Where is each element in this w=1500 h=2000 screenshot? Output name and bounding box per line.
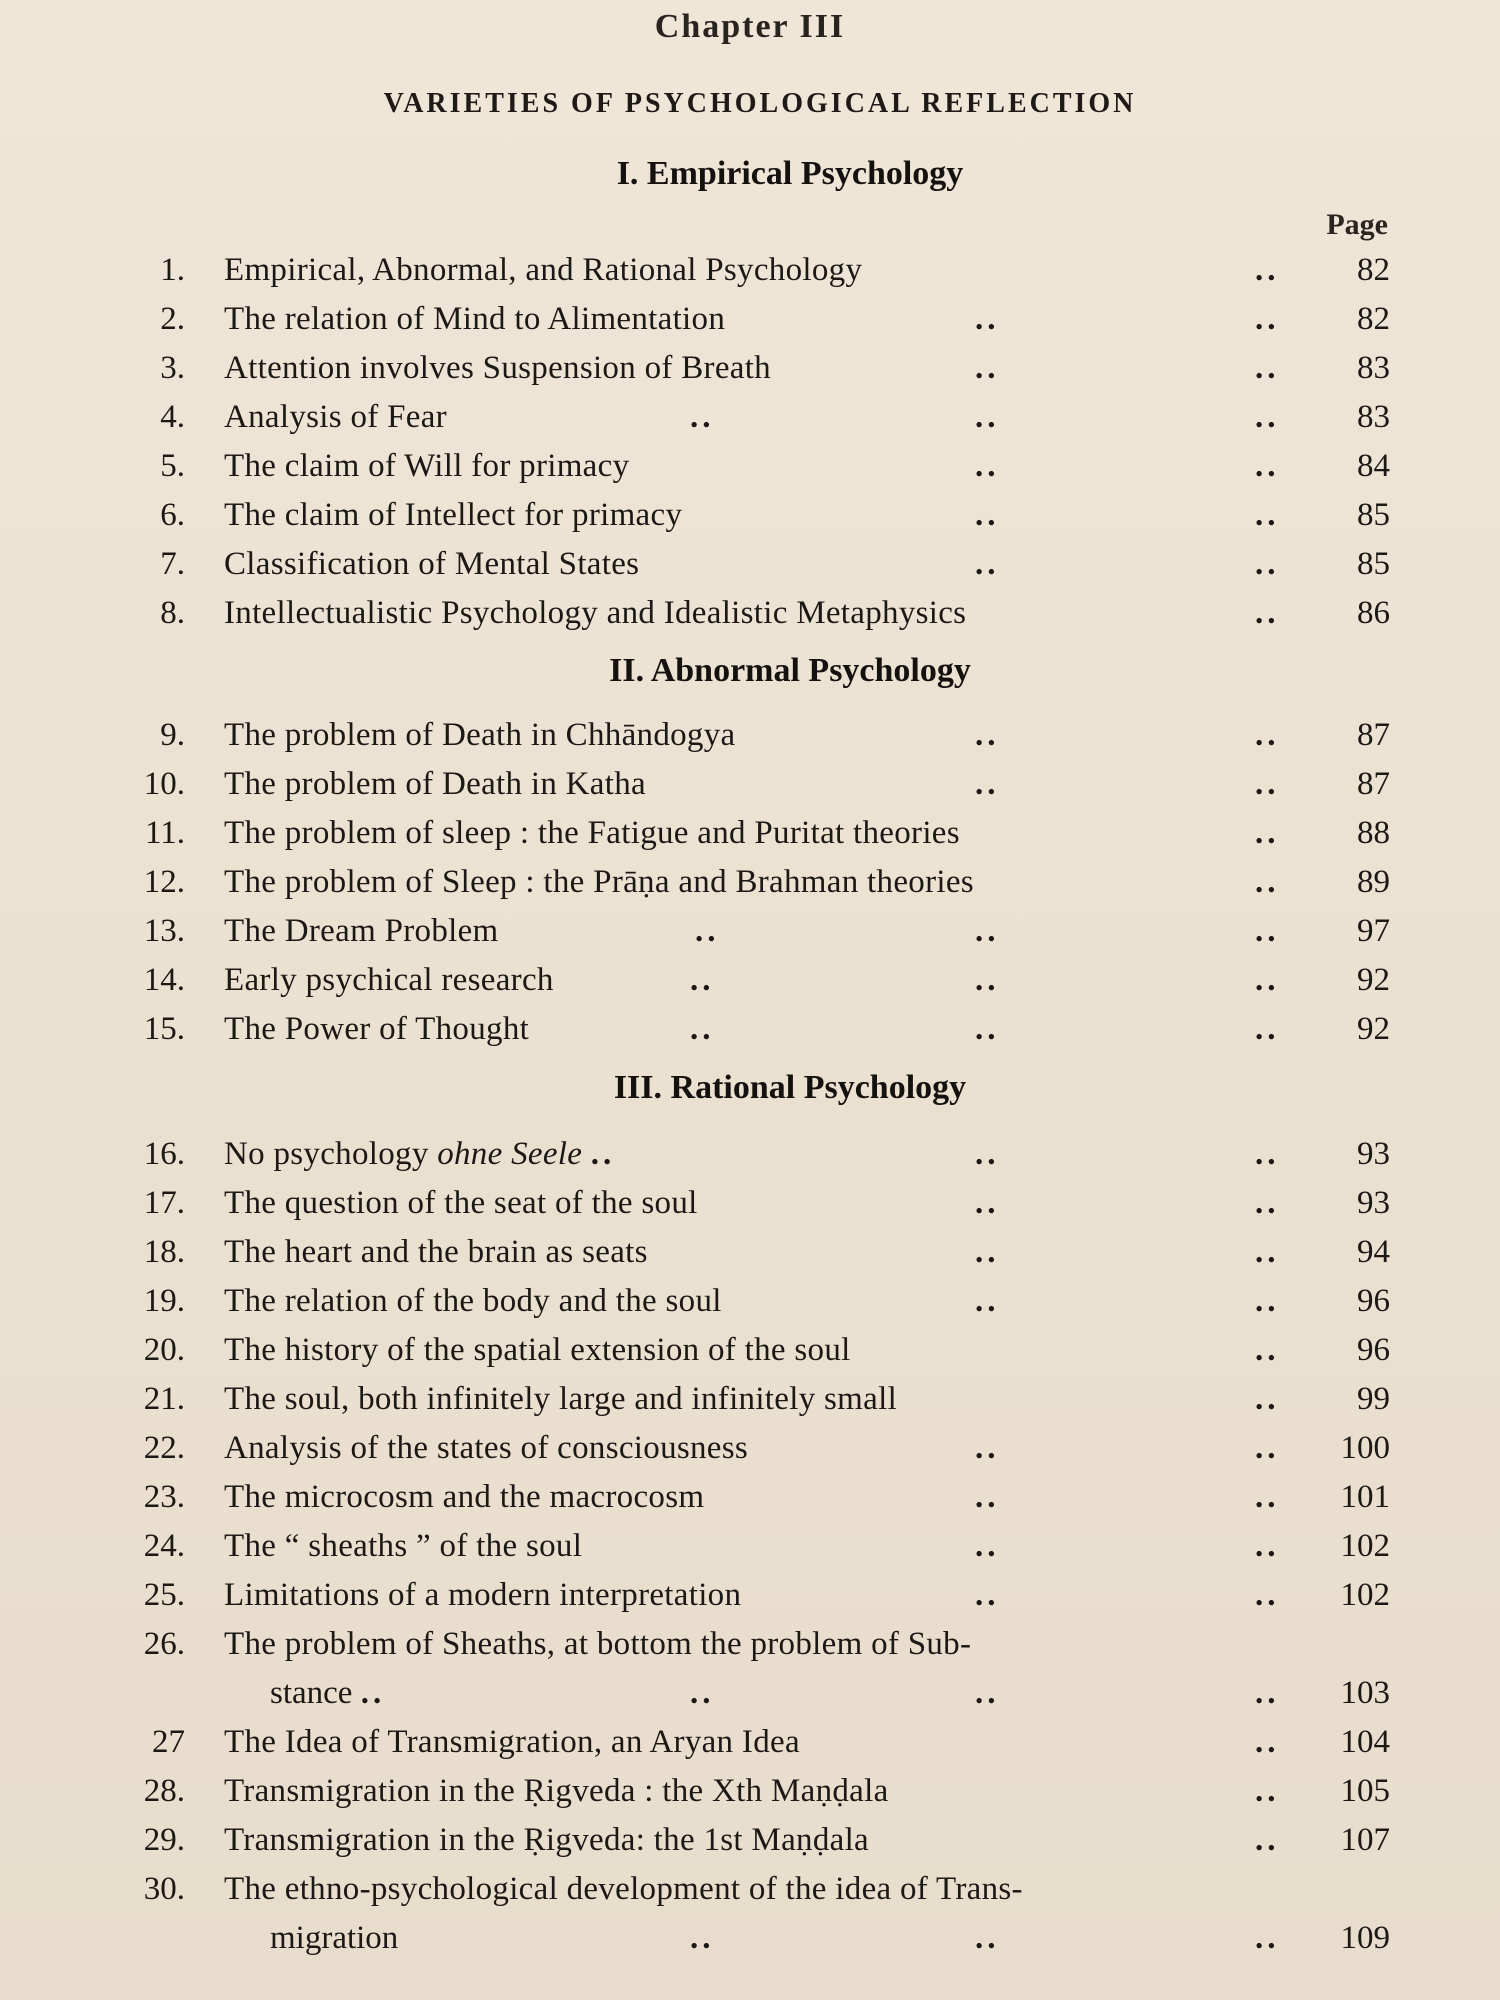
leader-dots: .. [975,1185,1000,1221]
entry-title: The problem of Death in Chhāndogya [224,717,736,753]
leader-dots: .. [690,962,715,998]
toc-entry [0,858,1500,907]
entry-number: 16. [143,1136,185,1172]
leader-dots: .. [690,1675,715,1711]
toc-entry [0,491,1500,540]
entry-title: Transmigration in the Ṛigveda : the Xth Maṇḍala [224,1773,889,1809]
entry-number: 1. [160,252,185,288]
entry-title: The microcosm and the macrocosm [224,1479,705,1515]
leader-dots: .. [1255,595,1280,631]
leader-dots: .. [975,1283,1000,1319]
toc-entry [0,1375,1500,1424]
leader-dots: .. [975,1920,1000,1956]
entry-title: The problem of Sheaths, at bottom the problem of Sub- [224,1626,972,1662]
leader-dots: .. [1255,962,1280,998]
toc-entry [0,442,1500,491]
entry-title: Empirical, Abnormal, and Rational Psychology [224,252,863,288]
leader-dots: .. [690,1920,715,1956]
entry-page: 85 [1357,497,1390,533]
toc-entry [0,1005,1500,1054]
entry-page: 92 [1357,1011,1390,1047]
entry-title: The heart and the brain as seats [224,1234,648,1270]
entry-number: 19. [143,1283,185,1319]
toc-entry [0,809,1500,858]
toc-entry [0,1620,1500,1669]
leader-dots: .. [1255,1479,1280,1515]
leader-dots: .. [975,399,1000,435]
leader-dots: .. [975,766,1000,802]
entry-number: 20. [143,1332,185,1368]
toc-entry [0,1473,1500,1522]
toc-entry [0,711,1500,760]
entry-title: The Idea of Transmigration, an Aryan Idea [224,1724,800,1760]
leader-dots: .. [1255,1381,1280,1417]
leader-dots: .. [975,1675,1000,1711]
leader-dots: .. [975,350,1000,386]
entry-number: 5. [160,448,185,484]
entry-title: The relation of the body and the soul [224,1283,722,1319]
entry-page: 84 [1357,448,1390,484]
toc-entry [0,760,1500,809]
entry-title: The “ sheaths ” of the soul [224,1528,583,1564]
leader-dots: .. [1255,1136,1280,1172]
entry-page: 96 [1357,1332,1390,1368]
leader-dots: .. [975,1430,1000,1466]
entry-title: The soul, both infinitely large and infinitely small [224,1381,898,1417]
entry-page: 97 [1357,913,1390,949]
leader-dots: .. [1255,1577,1280,1613]
entry-page: 103 [1340,1675,1390,1711]
toc-entry [0,589,1500,638]
entry-title: The question of the seat of the soul [224,1185,698,1221]
leader-dots: .. [1255,252,1280,288]
toc-entry [0,1179,1500,1228]
page-column-label: Page [1326,208,1388,241]
leader-dots: .. [360,1675,386,1711]
entry-title: The problem of Sleep : the Prāṇa and Brahman theories [224,864,974,900]
leader-dots: .. [975,1011,1000,1047]
entry-number: 17. [143,1185,185,1221]
toc-entry-continuation [0,1669,1500,1718]
leader-dots: .. [1255,497,1280,533]
entry-number: 9. [160,717,185,753]
leader-dots: .. [1255,1185,1280,1221]
entry-number: 21. [143,1381,185,1417]
entry-title [224,1130,615,1179]
leader-dots: .. [975,913,1000,949]
entry-title: Attention involves Suspension of Breath [224,350,771,386]
entry-number: 29. [143,1822,185,1858]
toc-entry [0,956,1500,1005]
entry-number: 2. [160,301,185,337]
entry-number: 12. [143,864,185,900]
toc-entry [0,1718,1500,1767]
leader-dots: .. [975,1136,1000,1172]
entry-title-continuation [270,1669,385,1718]
leader-dots: .. [1255,1773,1280,1809]
leader-dots: .. [1255,1920,1280,1956]
entry-title: Analysis of Fear [224,399,447,435]
leader-dots: .. [1255,717,1280,753]
entry-number: 10. [143,766,185,802]
toc-entry [0,295,1500,344]
entry-page: 102 [1340,1528,1390,1564]
toc-entry [0,1424,1500,1473]
leader-dots: .. [1255,864,1280,900]
leader-dots: .. [1255,1675,1280,1711]
leader-dots: .. [1255,448,1280,484]
entry-title: The claim of Will for primacy [224,448,630,484]
entry-number: 11. [144,815,185,851]
entry-page: 99 [1357,1381,1390,1417]
entry-page: 96 [1357,1283,1390,1319]
toc-entry [0,907,1500,956]
toc-entry [0,1767,1500,1816]
leader-dots: .. [690,399,715,435]
entry-number: 28. [143,1773,185,1809]
toc-entry [0,1326,1500,1375]
toc-entry [0,1522,1500,1571]
leader-dots: .. [975,497,1000,533]
entry-title: The problem of Death in Katha [224,766,646,802]
section-heading-empirical: I. Empirical Psychology [616,155,964,192]
section-heading-rational: III. Rational Psychology [613,1069,967,1106]
entry-page: 82 [1357,252,1390,288]
entry-number: 25. [143,1577,185,1613]
leader-dots: .. [1255,1234,1280,1270]
entry-number: 26. [143,1626,185,1662]
leader-dots: .. [1255,1822,1280,1858]
section-heading-abnormal: II. Abnormal Psychology [609,652,971,689]
entry-title: Early psychical research [224,962,554,998]
entry-page: 109 [1340,1920,1390,1956]
leader-dots: .. [1255,350,1280,386]
entry-title: Analysis of the states of consciousness [224,1430,749,1466]
entry-title: The Power of Thought [224,1011,530,1047]
entry-number: 13. [143,913,185,949]
entry-title: Classification of Mental States [224,546,640,582]
entry-number: 6. [160,497,185,533]
entry-title-part: stance [270,1675,353,1711]
entry-page: 101 [1340,1479,1390,1515]
entry-page: 93 [1357,1185,1390,1221]
entry-number: 7. [160,546,185,582]
entry-number: 30. [143,1871,185,1907]
leader-dots: .. [590,1136,616,1172]
leader-dots: .. [1255,1724,1280,1760]
leader-dots: .. [1255,766,1280,802]
entry-number: 8. [160,595,185,631]
entry-title: Transmigration in the Ṛigveda: the 1st Maṇḍala [224,1822,869,1858]
entry-number: 27 [152,1724,185,1760]
leader-dots: .. [975,301,1000,337]
leader-dots: .. [975,717,1000,753]
toc-entry-continuation [0,1914,1500,1963]
toc-entry [0,1130,1500,1179]
leader-dots: .. [695,913,720,949]
toc-entry [0,1865,1500,1914]
entry-title-part: No psychology [224,1136,438,1172]
entry-number: 14. [143,962,185,998]
toc-entry [0,246,1500,295]
entry-page: 88 [1357,815,1390,851]
entry-number: 22. [143,1430,185,1466]
entry-title: The problem of sleep : the Fatigue and Puritat theories [224,815,960,851]
entry-title: The relation of Mind to Alimentation [224,301,726,337]
leader-dots: .. [1255,1332,1280,1368]
entry-page: 105 [1340,1773,1390,1809]
toc-entry [0,393,1500,442]
toc-entry [0,1816,1500,1865]
entry-page: 93 [1357,1136,1390,1172]
entry-title: The Dream Problem [224,913,499,949]
entry-page: 86 [1357,595,1390,631]
toc-entry [0,1277,1500,1326]
leader-dots: .. [1255,1283,1280,1319]
entry-page: 83 [1357,350,1390,386]
entry-page: 104 [1340,1724,1390,1760]
leader-dots: .. [975,962,1000,998]
entry-number: 15. [143,1011,185,1047]
entry-page: 89 [1357,864,1390,900]
toc-entry [0,344,1500,393]
entry-number: 4. [160,399,185,435]
leader-dots: .. [975,448,1000,484]
entry-page: 87 [1357,717,1390,753]
entry-page: 92 [1357,962,1390,998]
leader-dots: .. [975,1479,1000,1515]
entry-number: 3. [160,350,185,386]
entry-page: 94 [1357,1234,1390,1270]
entry-title: The claim of Intellect for primacy [224,497,683,533]
leader-dots: .. [975,1528,1000,1564]
entry-title-continuation: migration [270,1920,399,1956]
chapter-heading: Chapter III [654,8,846,45]
toc-entry [0,1228,1500,1277]
leader-dots: .. [975,1577,1000,1613]
entry-page: 100 [1340,1430,1390,1466]
entry-number: 23. [143,1479,185,1515]
leader-dots: .. [1255,913,1280,949]
entry-page: 85 [1357,546,1390,582]
entry-page: 102 [1340,1577,1390,1613]
entry-page: 107 [1340,1822,1390,1858]
toc-entry [0,1571,1500,1620]
leader-dots: .. [1255,1011,1280,1047]
leader-dots: .. [975,1234,1000,1270]
leader-dots: .. [1255,1430,1280,1466]
leader-dots: .. [1255,301,1280,337]
entry-number: 18. [143,1234,185,1270]
entry-page: 87 [1357,766,1390,802]
leader-dots: .. [690,1011,715,1047]
chapter-subtitle: VARIETIES OF PSYCHOLOGICAL REFLECTION [383,88,1137,119]
entry-title: The ethno-psychological development of the idea of Trans- [224,1871,1023,1907]
toc-entry [0,540,1500,589]
entry-page: 83 [1357,399,1390,435]
entry-title: The history of the spatial extension of the soul [224,1332,851,1368]
entry-number: 24. [143,1528,185,1564]
leader-dots: .. [975,546,1000,582]
entry-page: 82 [1357,301,1390,337]
entry-title: Intellectualistic Psychology and Idealistic Metaphysics [224,595,967,631]
entry-title: Limitations of a modern interpretation [224,1577,742,1613]
leader-dots: .. [1255,1528,1280,1564]
leader-dots: .. [1255,546,1280,582]
entry-title-italic: ohne Seele [437,1136,583,1172]
leader-dots: .. [1255,399,1280,435]
leader-dots: .. [1255,815,1280,851]
